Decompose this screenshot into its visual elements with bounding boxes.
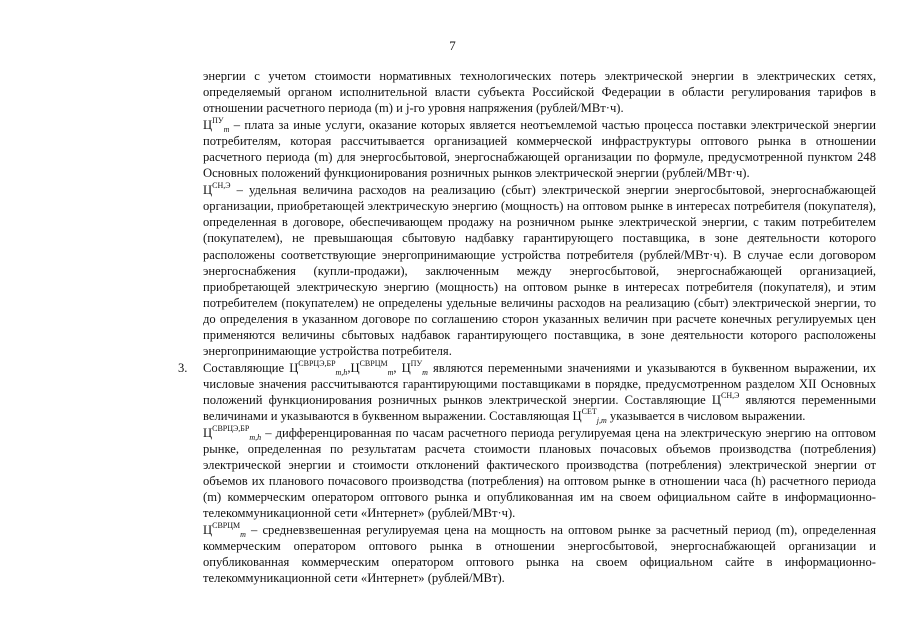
symbol-c-set: $Ц^{СЕТ}_{j,m}$	[572, 406, 607, 425]
symbol-c-svrcm: $Ц^{СВРЦМ}_m$	[350, 358, 394, 377]
symbol-c-svrce-br-2: $Ц^{СВРЦЭ,БР}_{m,h}$	[203, 424, 262, 443]
paragraph-capacity-price: $Ц^{СВРЦМ}_m$ – средневзвешенная регулируемая цена на мощность на оптовом рынке за расчетный период (m), определенная коммерческим оператором оптового рынка в отношении энергосбытовой, энергоснабжающей организации и опубликованная коммерческим оператором оптового рынка на своем официальном сайте в информационно-телекоммуникационной сети «Интернет» (рублей/МВт).	[203, 521, 876, 586]
symbol-c-sn-e-2: $Ц^{СН,Э}$	[711, 390, 740, 407]
paragraph-other-services: $Ц^{ПУ}_m$ – плата за иные услуги, оказание которых является неотъемлемой частью процесса поставки электрической энергии потребителям, которая рассчитывается организацией коммерческой инфраструктуры оптового рынка в отношении расчетного периода (m) для энергосбытовой, энергоснабжающей организации по формуле, предусмотренной пунктом 248 Основных положений функционирования розничных рынков электрической энергии (рублей/МВт·ч).	[203, 116, 876, 181]
paragraph-hourly-price: $Ц^{СВРЦЭ,БР}_{m,h}$ – дифференцированная по часам расчетного периода регулируемая цена на электрическую энергию на оптовом рынке, определенная по результатам расчета стоимости плановых почасовых объемов производства (потребления) электрической энергии и стоимости отклонений фактического производства (потребления) электрической энергии от объемов их планового почасового производства (потребления) на оптовом рынке в отношении часа (h) расчетного периода (m) коммерческим оператором оптового рынка и опубликованная им на своем официальном сайте в информационно-телекоммуникационной сети «Интернет» (рублей/МВт·ч).	[203, 424, 876, 521]
list-item-3: 3. Составляющие $Ц^{СВРЦЭ,БР}_{m,h},Ц^{СВРЦМ}_m$, $Ц^{ПУ}_m$ являются переменными значениями и указываются в буквенном выражении, их числовые значения рассчитываются гарантирующими поставщиками в порядке, предусмотренном разделом XII Основных положений функционирования розничных рынков электрической энергии. Составляющие $Ц^{СН,Э}$ являются переменными величинами и указываются в буквенном выражении. Составляющая $Ц^{СЕТ}_{j,m}$ указывается в числовом выражении.	[178, 358, 877, 425]
page-number: 7	[449, 38, 456, 53]
symbol-c-pu-2: $Ц^{ПУ}_m$	[401, 358, 428, 377]
document-body	[178, 68, 877, 588]
symbol-c-svrce-br: $Ц^{СВРЦЭ,БР}_{m,h}$	[289, 358, 348, 377]
list-item-number: 3.	[178, 360, 188, 375]
symbol-c-pu: $Ц^{ПУ}_m$	[203, 116, 230, 135]
paragraph-energy-losses: энергии с учетом стоимости нормативных технологических потерь электрической энергии в электрических сетях, определяемый органом исполнительной власти субъекта Российской Федерации в области регулирования тарифов в отношении расчетного периода (m) и j-го уровня напряжения (рублей/МВт·ч).	[203, 69, 876, 116]
symbol-c-sn-e: $Ц^{СН,Э}$	[203, 181, 231, 198]
paragraph-sales-costs: $Ц^{СН,Э}$ – удельная величина расходов на реализацию (сбыт) электрической энергии энергосбытовой, энергоснабжающей организации, приобретающей электрическую энергию (мощность) на оптовом рынке в интересах потребителя (покупателя), определенная в договоре, обеспечивающем продажу на розничном рынке электрической энергии, с таким потребителем (покупателем), не превышающая сбытовую надбавку гарантирующего поставщика, в зоне деятельности которого расположены соответствующие энергопринимающие устройства потребителя (рублей/МВт·ч). В случае если договором энергоснабжения (купли-продажи), заключенным между энергосбытовой, энергоснабжающей организацией, приобретающей электрическую энергию (мощность) на оптовом рынке в интересах потребителя (покупателя), и этим потребителем (покупателем) не определены удельные величины расходов на реализацию (сбыт) электрической энергии, то до определения в указанном договоре по соглашению сторон указанных величин при расчете конечных регулируемых цен применяются величины сбытовых надбавок гарантирующего поставщика, в зоне деятельности которого расположены энергопринимающие устройства потребителя.	[203, 181, 876, 358]
symbol-c-svrcm-2: $Ц^{СВРЦМ}_m$	[203, 521, 246, 540]
